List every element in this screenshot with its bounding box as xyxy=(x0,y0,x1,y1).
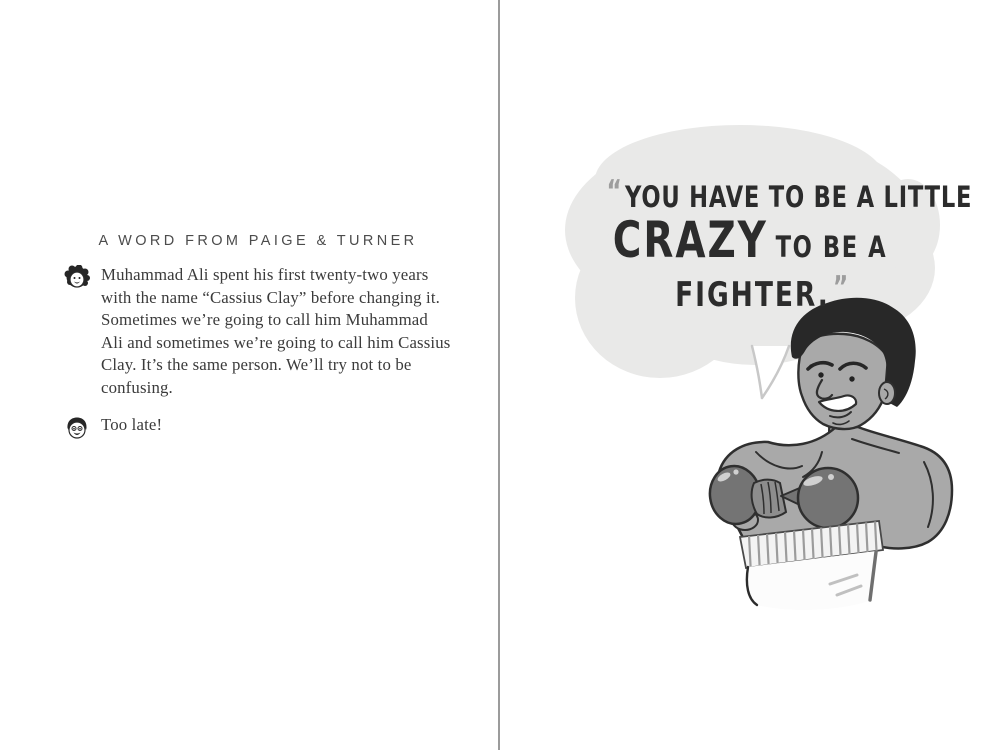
right-page xyxy=(500,0,1000,750)
right-page-illustration xyxy=(500,0,1000,750)
note-entry xyxy=(64,414,452,441)
boxer-eye xyxy=(818,372,823,377)
boxer-ear xyxy=(879,382,895,404)
note-text: Muhammad Ali spent his first twenty-two years with the name “Cassius Clay” before changing it. Sometimes we’re going to call him Muhammad Ali and sometimes we’re going to call him Cassius Clay. It’s the same person. We’ll try not to be confusing. xyxy=(101,265,451,397)
speech-bubble-tail xyxy=(752,346,789,398)
quote-line-2 xyxy=(606,211,893,270)
boxer-head xyxy=(791,298,916,429)
boxer-eye xyxy=(849,376,854,381)
quote-line-1 xyxy=(606,174,973,214)
page-header: A WORD FROM PAIGE & TURNER xyxy=(98,233,418,249)
open-quote-mark: “ xyxy=(606,174,622,209)
left-page-content xyxy=(64,233,452,456)
turner-avatar-icon xyxy=(64,415,90,441)
quote-line-1-text: YOU HAVE TO BE A LITTLE xyxy=(624,180,973,214)
speech-bubble-quote xyxy=(606,174,973,316)
quote-line-2-text: TO BE A xyxy=(775,230,888,265)
boxer-beauty-mark xyxy=(809,364,812,367)
note-entry xyxy=(64,264,452,399)
boxer-face xyxy=(798,334,888,429)
quote-emphasis-word: CRAZY xyxy=(612,211,768,270)
boxer-hand xyxy=(752,480,786,518)
quote-line-3-text: FIGHTER. xyxy=(675,275,830,316)
close-quote-mark: ” xyxy=(832,270,849,306)
note-text: Too late! xyxy=(101,415,163,434)
paige-avatar-icon xyxy=(64,265,90,291)
quote-line-3 xyxy=(606,270,893,315)
left-page xyxy=(0,0,498,750)
